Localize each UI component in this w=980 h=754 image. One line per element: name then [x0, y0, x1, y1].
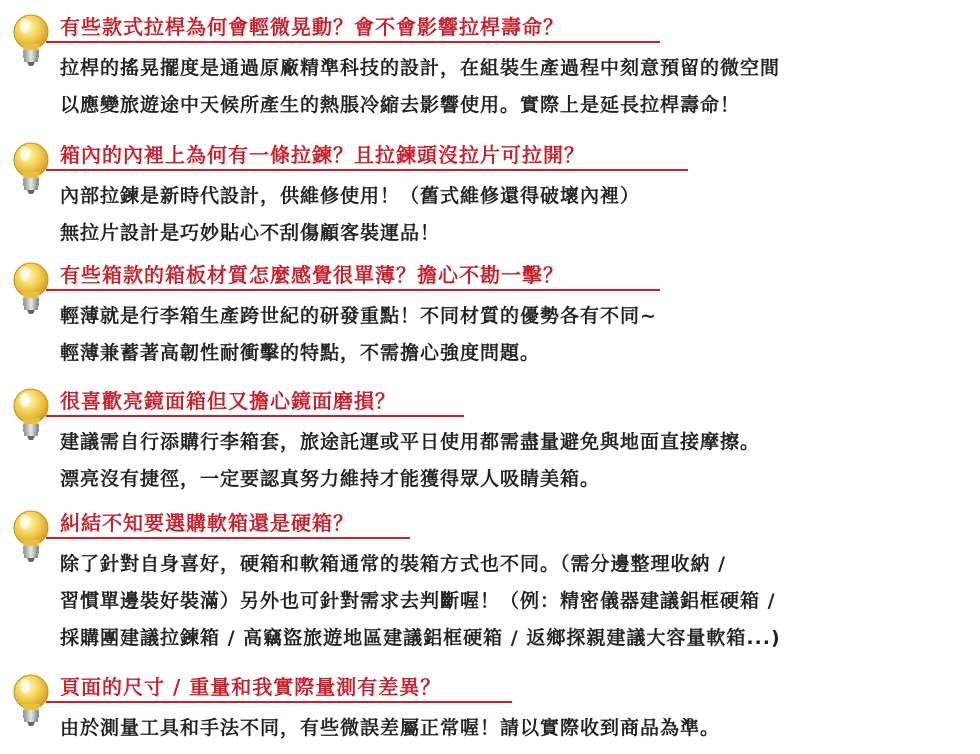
faq-question: 有些箱款的箱板材質怎麼感覺很單薄？擔心不勘一擊？	[60, 263, 564, 287]
answer-line: 內部拉鍊是新時代設計，供維修使用！（舊式維修還得破壞內裡）	[60, 185, 641, 207]
answer-line: 拉桿的搖晃擺度是通過原廠精準科技的設計，在組裝生產過程中刻意預留的微空間	[60, 57, 781, 79]
faq-question: 頁面的尺寸 / 重量和我實際量測有差異？	[60, 675, 442, 699]
lightbulb-icon	[8, 508, 54, 564]
faq-question: 很喜歡亮鏡面箱但又擔心鏡面磨損？	[60, 389, 396, 413]
faq-answer	[60, 710, 720, 747]
answer-line: 建議需自行添購行李箱套，旅途託運或平日使用都需盡量避免與地面直接摩擦。	[60, 431, 761, 453]
question-underline	[46, 701, 512, 703]
question-underline	[46, 415, 464, 417]
faq-answer	[60, 546, 781, 657]
faq-answer	[60, 424, 760, 498]
answer-line: 漂亮沒有捷徑，一定要認真努力維持才能獲得眾人吸睛美箱。	[60, 468, 601, 490]
faq-answer	[60, 298, 657, 372]
answer-line: 由於測量工具和手法不同，有些微誤差屬正常喔！請以實際收到商品為準。	[60, 717, 721, 739]
answer-line: 習慣單邊裝好裝滿）另外也可針對需求去判斷喔！（例：精密儀器建議鋁框硬箱 /	[60, 590, 776, 612]
answer-line: 輕薄就是行李箱生產跨世紀的研發重點！不同材質的優勢各有不同~	[60, 305, 657, 327]
lightbulb-icon	[8, 260, 54, 316]
lightbulb-icon	[8, 140, 54, 196]
question-underline	[46, 289, 660, 291]
faq-answer	[60, 50, 780, 124]
lightbulb-icon	[8, 12, 54, 68]
faq-question: 糾結不知要選購軟箱還是硬箱？	[60, 511, 354, 535]
lightbulb-icon	[8, 386, 54, 442]
answer-line: 輕薄兼蓄著高韌性耐衝擊的特點，不需擔心強度問題。	[60, 342, 541, 364]
answer-line: 採購團建議拉鍊箱 / 高竊盜旅遊地區建議鋁框硬箱 / 返鄉探親建議大容量軟箱...)	[60, 627, 781, 649]
faq-question: 有些款式拉桿為何會輕微晃動？會不會影響拉桿壽命？	[60, 15, 564, 39]
faq-answer	[60, 178, 640, 252]
answer-line: 無拉片設計是巧妙貼心不刮傷顧客裝運品！	[60, 222, 441, 244]
answer-line: 以應變旅遊途中天候所產生的熱脹冷縮去影響使用。實際上是延長拉桿壽命！	[60, 94, 741, 116]
question-underline	[46, 169, 688, 171]
question-underline	[46, 537, 410, 539]
answer-line: 除了針對自身喜好，硬箱和軟箱通常的裝箱方式也不同。（需分邊整理收納 /	[60, 553, 727, 575]
lightbulb-icon	[8, 672, 54, 728]
question-underline	[46, 41, 660, 43]
faq-question: 箱內的內裡上為何有一條拉鍊？且拉鍊頭沒拉片可拉開？	[60, 143, 585, 167]
